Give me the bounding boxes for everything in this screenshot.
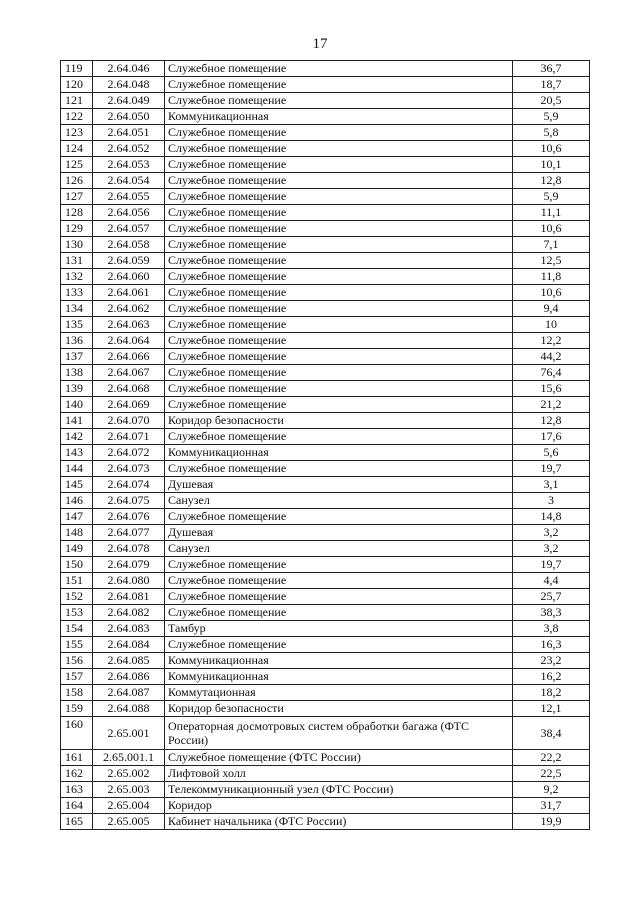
room-area: 12,5 bbox=[513, 253, 590, 269]
room-name: Служебное помещение bbox=[165, 237, 513, 253]
room-code: 2.64.086 bbox=[93, 669, 165, 685]
room-name: Служебное помещение (ФТС России) bbox=[165, 750, 513, 766]
room-code: 2.64.060 bbox=[93, 269, 165, 285]
row-number: 120 bbox=[61, 77, 93, 93]
table-row bbox=[61, 814, 590, 830]
room-code: 2.64.085 bbox=[93, 653, 165, 669]
room-area: 23,2 bbox=[513, 653, 590, 669]
room-code: 2.64.055 bbox=[93, 189, 165, 205]
room-name: Служебное помещение bbox=[165, 77, 513, 93]
room-code: 2.64.063 bbox=[93, 317, 165, 333]
row-number: 124 bbox=[61, 141, 93, 157]
room-area: 4,4 bbox=[513, 573, 590, 589]
room-code: 2.64.071 bbox=[93, 429, 165, 445]
room-area: 19,9 bbox=[513, 814, 590, 830]
room-name: Кабинет начальника (ФТС России) bbox=[165, 814, 513, 830]
table-row bbox=[61, 349, 590, 365]
room-name: Лифтовой холл bbox=[165, 766, 513, 782]
table-row bbox=[61, 429, 590, 445]
room-name: Служебное помещение bbox=[165, 93, 513, 109]
table-row bbox=[61, 653, 590, 669]
row-number: 164 bbox=[61, 798, 93, 814]
room-code: 2.65.001 bbox=[93, 717, 165, 750]
table-row bbox=[61, 365, 590, 381]
table-row bbox=[61, 766, 590, 782]
row-number: 140 bbox=[61, 397, 93, 413]
row-number: 134 bbox=[61, 301, 93, 317]
row-number: 149 bbox=[61, 541, 93, 557]
row-number: 127 bbox=[61, 189, 93, 205]
room-code: 2.65.002 bbox=[93, 766, 165, 782]
table-row bbox=[61, 621, 590, 637]
room-area: 16,2 bbox=[513, 669, 590, 685]
table-row bbox=[61, 237, 590, 253]
room-name: Служебное помещение bbox=[165, 397, 513, 413]
room-area: 19,7 bbox=[513, 557, 590, 573]
room-name: Коммуникационная bbox=[165, 669, 513, 685]
row-number: 123 bbox=[61, 125, 93, 141]
room-area: 12,1 bbox=[513, 701, 590, 717]
table-row bbox=[61, 637, 590, 653]
table-row bbox=[61, 477, 590, 493]
room-code: 2.64.051 bbox=[93, 125, 165, 141]
row-number: 141 bbox=[61, 413, 93, 429]
room-code: 2.64.083 bbox=[93, 621, 165, 637]
room-area: 10,6 bbox=[513, 285, 590, 301]
table-row bbox=[61, 221, 590, 237]
room-area: 15,6 bbox=[513, 381, 590, 397]
room-code: 2.65.005 bbox=[93, 814, 165, 830]
room-name: Служебное помещение bbox=[165, 589, 513, 605]
table-row bbox=[61, 317, 590, 333]
row-number: 132 bbox=[61, 269, 93, 285]
row-number: 128 bbox=[61, 205, 93, 221]
room-code: 2.64.082 bbox=[93, 605, 165, 621]
room-area: 5,9 bbox=[513, 189, 590, 205]
row-number: 142 bbox=[61, 429, 93, 445]
row-number: 143 bbox=[61, 445, 93, 461]
room-name: Служебное помещение bbox=[165, 333, 513, 349]
room-area: 19,7 bbox=[513, 461, 590, 477]
room-area: 11,1 bbox=[513, 205, 590, 221]
room-name: Санузел bbox=[165, 493, 513, 509]
room-code: 2.64.087 bbox=[93, 685, 165, 701]
table-row bbox=[61, 685, 590, 701]
room-code: 2.64.084 bbox=[93, 637, 165, 653]
room-name: Душевая bbox=[165, 525, 513, 541]
room-name: Служебное помещение bbox=[165, 125, 513, 141]
row-number: 158 bbox=[61, 685, 93, 701]
table-row bbox=[61, 413, 590, 429]
room-area: 10,6 bbox=[513, 141, 590, 157]
page-number: 17 bbox=[312, 36, 328, 52]
room-name: Коридор безопасности bbox=[165, 413, 513, 429]
row-number: 154 bbox=[61, 621, 93, 637]
room-name: Служебное помещение bbox=[165, 141, 513, 157]
room-name: Служебное помещение bbox=[165, 189, 513, 205]
room-code: 2.64.081 bbox=[93, 589, 165, 605]
row-number: 159 bbox=[61, 701, 93, 717]
row-number: 122 bbox=[61, 109, 93, 125]
room-code: 2.64.054 bbox=[93, 173, 165, 189]
room-code: 2.64.074 bbox=[93, 477, 165, 493]
table-row bbox=[61, 205, 590, 221]
room-area: 10,6 bbox=[513, 221, 590, 237]
row-number: 121 bbox=[61, 93, 93, 109]
table-row bbox=[61, 269, 590, 285]
room-code: 2.64.077 bbox=[93, 525, 165, 541]
row-number: 151 bbox=[61, 573, 93, 589]
table-row bbox=[61, 750, 590, 766]
room-name: Коммуникационная bbox=[165, 445, 513, 461]
room-name: Служебное помещение bbox=[165, 365, 513, 381]
table-row bbox=[61, 509, 590, 525]
room-area: 5,9 bbox=[513, 109, 590, 125]
table-row bbox=[61, 333, 590, 349]
table-row bbox=[61, 77, 590, 93]
row-number: 163 bbox=[61, 782, 93, 798]
table-row bbox=[61, 381, 590, 397]
room-name: Служебное помещение bbox=[165, 269, 513, 285]
table-row bbox=[61, 525, 590, 541]
room-area: 38,4 bbox=[513, 717, 590, 750]
room-area: 12,2 bbox=[513, 333, 590, 349]
room-area: 10,1 bbox=[513, 157, 590, 173]
room-code: 2.65.001.1 bbox=[93, 750, 165, 766]
room-area: 36,7 bbox=[513, 61, 590, 77]
room-code: 2.64.056 bbox=[93, 205, 165, 221]
room-name: Телекоммуникационный узел (ФТС России) bbox=[165, 782, 513, 798]
room-code: 2.64.046 bbox=[93, 61, 165, 77]
row-number: 137 bbox=[61, 349, 93, 365]
table-row bbox=[61, 189, 590, 205]
table-row bbox=[61, 253, 590, 269]
table-row bbox=[61, 557, 590, 573]
room-name: Служебное помещение bbox=[165, 381, 513, 397]
room-name: Служебное помещение bbox=[165, 173, 513, 189]
room-name: Служебное помещение bbox=[165, 509, 513, 525]
room-code: 2.64.067 bbox=[93, 365, 165, 381]
room-name: Служебное помещение bbox=[165, 301, 513, 317]
room-area: 16,3 bbox=[513, 637, 590, 653]
table-row bbox=[61, 157, 590, 173]
room-area: 44,2 bbox=[513, 349, 590, 365]
room-code: 2.64.066 bbox=[93, 349, 165, 365]
room-code: 2.64.059 bbox=[93, 253, 165, 269]
room-code: 2.64.061 bbox=[93, 285, 165, 301]
room-name: Служебное помещение bbox=[165, 157, 513, 173]
room-code: 2.64.075 bbox=[93, 493, 165, 509]
room-area: 9,2 bbox=[513, 782, 590, 798]
room-area: 25,7 bbox=[513, 589, 590, 605]
room-code: 2.64.068 bbox=[93, 381, 165, 397]
table-row bbox=[61, 61, 590, 77]
row-number: 125 bbox=[61, 157, 93, 173]
row-number: 138 bbox=[61, 365, 93, 381]
room-area: 18,7 bbox=[513, 77, 590, 93]
row-number: 162 bbox=[61, 766, 93, 782]
table-row bbox=[61, 798, 590, 814]
room-name: Служебное помещение bbox=[165, 317, 513, 333]
table-row bbox=[61, 125, 590, 141]
room-area: 14,8 bbox=[513, 509, 590, 525]
row-number: 160 bbox=[61, 717, 93, 750]
room-name: Служебное помещение bbox=[165, 253, 513, 269]
row-number: 156 bbox=[61, 653, 93, 669]
room-code: 2.65.004 bbox=[93, 798, 165, 814]
row-number: 146 bbox=[61, 493, 93, 509]
row-number: 157 bbox=[61, 669, 93, 685]
room-name: Коммутационная bbox=[165, 685, 513, 701]
room-code: 2.64.078 bbox=[93, 541, 165, 557]
room-name: Операторная досмотровых систем обработки багажа (ФТС России) bbox=[165, 717, 513, 750]
row-number: 148 bbox=[61, 525, 93, 541]
room-name: Служебное помещение bbox=[165, 349, 513, 365]
row-number: 135 bbox=[61, 317, 93, 333]
row-number: 145 bbox=[61, 477, 93, 493]
room-area: 11,8 bbox=[513, 269, 590, 285]
table-row bbox=[61, 173, 590, 189]
room-code: 2.64.072 bbox=[93, 445, 165, 461]
room-code: 2.64.057 bbox=[93, 221, 165, 237]
room-name: Служебное помещение bbox=[165, 61, 513, 77]
table-row bbox=[61, 701, 590, 717]
room-code: 2.64.064 bbox=[93, 333, 165, 349]
table-row bbox=[61, 461, 590, 477]
table-row bbox=[61, 109, 590, 125]
room-area: 3,1 bbox=[513, 477, 590, 493]
room-code: 2.64.049 bbox=[93, 93, 165, 109]
room-name: Служебное помещение bbox=[165, 557, 513, 573]
table-row bbox=[61, 669, 590, 685]
row-number: 152 bbox=[61, 589, 93, 605]
row-number: 133 bbox=[61, 285, 93, 301]
room-name: Служебное помещение bbox=[165, 221, 513, 237]
room-code: 2.64.076 bbox=[93, 509, 165, 525]
table-row bbox=[61, 573, 590, 589]
row-number: 139 bbox=[61, 381, 93, 397]
room-code: 2.65.003 bbox=[93, 782, 165, 798]
table-row bbox=[61, 301, 590, 317]
room-code: 2.64.062 bbox=[93, 301, 165, 317]
table-row bbox=[61, 605, 590, 621]
row-number: 129 bbox=[61, 221, 93, 237]
room-area: 5,6 bbox=[513, 445, 590, 461]
room-name: Коридор bbox=[165, 798, 513, 814]
room-code: 2.64.079 bbox=[93, 557, 165, 573]
row-number: 144 bbox=[61, 461, 93, 477]
room-name: Душевая bbox=[165, 477, 513, 493]
room-area: 21,2 bbox=[513, 397, 590, 413]
room-code: 2.64.052 bbox=[93, 141, 165, 157]
table-row bbox=[61, 493, 590, 509]
table-row bbox=[61, 285, 590, 301]
room-name: Служебное помещение bbox=[165, 205, 513, 221]
row-number: 147 bbox=[61, 509, 93, 525]
room-code: 2.64.088 bbox=[93, 701, 165, 717]
row-number: 161 bbox=[61, 750, 93, 766]
room-area: 76,4 bbox=[513, 365, 590, 381]
row-number: 126 bbox=[61, 173, 93, 189]
room-code: 2.64.053 bbox=[93, 157, 165, 173]
table-row bbox=[61, 141, 590, 157]
room-area: 7,1 bbox=[513, 237, 590, 253]
room-area: 38,3 bbox=[513, 605, 590, 621]
room-name: Служебное помещение bbox=[165, 637, 513, 653]
row-number: 153 bbox=[61, 605, 93, 621]
room-name: Служебное помещение bbox=[165, 429, 513, 445]
premises-table bbox=[60, 60, 590, 830]
room-code: 2.64.070 bbox=[93, 413, 165, 429]
row-number: 136 bbox=[61, 333, 93, 349]
room-name: Коммуникационная bbox=[165, 653, 513, 669]
room-name: Коммуникационная bbox=[165, 109, 513, 125]
room-area: 3,2 bbox=[513, 525, 590, 541]
room-code: 2.64.058 bbox=[93, 237, 165, 253]
row-number: 150 bbox=[61, 557, 93, 573]
room-code: 2.64.050 bbox=[93, 109, 165, 125]
row-number: 131 bbox=[61, 253, 93, 269]
table-row bbox=[61, 541, 590, 557]
room-name: Служебное помещение bbox=[165, 605, 513, 621]
room-code: 2.64.080 bbox=[93, 573, 165, 589]
premises-table-body bbox=[61, 61, 590, 830]
room-code: 2.64.069 bbox=[93, 397, 165, 413]
room-name: Коридор безопасности bbox=[165, 701, 513, 717]
room-area: 17,6 bbox=[513, 429, 590, 445]
table-row bbox=[61, 93, 590, 109]
room-area: 3 bbox=[513, 493, 590, 509]
room-area: 22,2 bbox=[513, 750, 590, 766]
row-number: 119 bbox=[61, 61, 93, 77]
room-area: 5,8 bbox=[513, 125, 590, 141]
table-row bbox=[61, 445, 590, 461]
room-name: Тамбур bbox=[165, 621, 513, 637]
room-name: Служебное помещение bbox=[165, 573, 513, 589]
room-area: 12,8 bbox=[513, 413, 590, 429]
room-area: 18,2 bbox=[513, 685, 590, 701]
room-name: Служебное помещение bbox=[165, 461, 513, 477]
table-row bbox=[61, 397, 590, 413]
table-row bbox=[61, 589, 590, 605]
room-area: 3,8 bbox=[513, 621, 590, 637]
room-area: 12,8 bbox=[513, 173, 590, 189]
row-number: 155 bbox=[61, 637, 93, 653]
table-row bbox=[61, 717, 590, 750]
row-number: 165 bbox=[61, 814, 93, 830]
room-code: 2.64.048 bbox=[93, 77, 165, 93]
table-row bbox=[61, 782, 590, 798]
room-name: Санузел bbox=[165, 541, 513, 557]
room-name: Служебное помещение bbox=[165, 285, 513, 301]
room-area: 31,7 bbox=[513, 798, 590, 814]
room-area: 9,4 bbox=[513, 301, 590, 317]
room-code: 2.64.073 bbox=[93, 461, 165, 477]
room-area: 20,5 bbox=[513, 93, 590, 109]
room-area: 22,5 bbox=[513, 766, 590, 782]
room-area: 3,2 bbox=[513, 541, 590, 557]
room-area: 10 bbox=[513, 317, 590, 333]
row-number: 130 bbox=[61, 237, 93, 253]
